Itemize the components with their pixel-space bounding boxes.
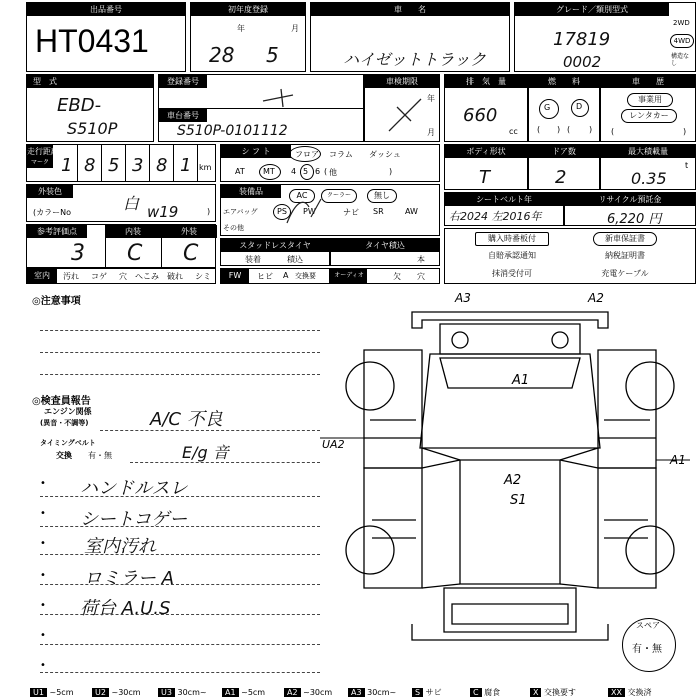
- model-box: [26, 74, 154, 142]
- cond-stain: シミ: [195, 272, 211, 281]
- inspector-label: ◎検査員報告: [32, 396, 91, 407]
- cond-hole: 穴: [119, 272, 127, 281]
- remark-line-7: [40, 672, 320, 673]
- mark-a1-cab: A1: [512, 373, 530, 388]
- equipment-navi: ナビ: [343, 208, 359, 217]
- legend-a3-key: A3: [348, 688, 365, 697]
- chassis-no-box: [158, 108, 364, 142]
- shift-label: シ フ ト: [221, 145, 291, 158]
- auction-number-label: 出品番号: [27, 3, 185, 16]
- legend-x: [530, 686, 576, 700]
- timing-sub: 交換: [56, 451, 72, 460]
- history-paren-open: (: [611, 127, 615, 136]
- audio-label: オーディオ: [331, 269, 367, 283]
- mileage-digit-3: 5: [108, 155, 120, 176]
- mileage-digit-6: 1: [180, 155, 192, 176]
- grade-label: グレード／類別型式: [515, 3, 669, 16]
- equipment-pw: PW: [303, 207, 316, 216]
- shift-box: [220, 144, 440, 182]
- exterior-color-box: [26, 184, 216, 222]
- studless-loaded: 積込: [287, 255, 303, 264]
- chassis-no-value: S510P-0101112: [177, 123, 288, 139]
- legend-x-key: X: [530, 688, 541, 697]
- studless-label: スタッドレスタイヤ: [221, 239, 329, 252]
- model-line2: S510P: [67, 119, 118, 138]
- legend-a3-text: 30cm~: [367, 688, 397, 697]
- studless-box: [220, 238, 330, 266]
- remark-line-2: [40, 526, 320, 527]
- first-registration-month: 5: [266, 43, 279, 67]
- inspection-box: [364, 74, 440, 142]
- legend-u3: [158, 686, 207, 700]
- car-name-label: 車 名: [311, 3, 509, 16]
- model-label: 型 式: [27, 75, 153, 88]
- exterior-color-code: w19: [147, 203, 179, 221]
- engine-line: [100, 430, 320, 431]
- max-load-unit: t: [685, 161, 689, 170]
- shift-paren-open: (: [324, 167, 328, 176]
- equipment-label: 装備品: [221, 185, 281, 198]
- shift-5-circle: [300, 164, 314, 180]
- legend-u1-text: ~5cm: [49, 688, 74, 697]
- legend-bar: [30, 686, 698, 700]
- legend-s-text: サビ: [425, 688, 442, 697]
- equipment-ps: PS: [277, 207, 287, 216]
- front-bumper: [412, 312, 608, 328]
- legend-a2-text: ~30cm: [303, 688, 333, 697]
- equipment-none: 無し: [367, 189, 397, 203]
- color-no-label: (カラーNo: [33, 208, 71, 217]
- evaluation-divider-1: [105, 225, 106, 267]
- remark-line-6: [40, 644, 320, 645]
- exterior-color-label: 外装色: [27, 185, 73, 198]
- left-door: [364, 350, 422, 468]
- bullet-4: •: [40, 570, 46, 581]
- max-load-box: [600, 144, 696, 190]
- spare-options: 有・無: [632, 644, 662, 655]
- legend-a3: [348, 686, 396, 700]
- bullet-3: •: [40, 538, 46, 549]
- equipment-aw: AW: [405, 207, 418, 216]
- audio-box: [330, 268, 440, 284]
- engine-sub: (異音・不調等): [40, 419, 89, 427]
- model-line1: EBD-: [57, 95, 102, 116]
- fw-a: A: [283, 271, 289, 280]
- mileage-digit-5: 8: [156, 155, 168, 176]
- legend-xx-text: 交換済: [627, 688, 652, 697]
- equipment-handwriting: [281, 193, 341, 227]
- evaluation-value: 3: [71, 241, 85, 266]
- equipment-cooler: クーラー: [321, 189, 357, 203]
- timing-label: タイミングベルト: [40, 439, 96, 447]
- seatbelt-label: シートベルト年: [445, 193, 563, 206]
- fuel-paren-close-1: ): [557, 125, 561, 134]
- equipment-other: その他: [223, 224, 244, 232]
- shift-column: コラム: [329, 150, 353, 159]
- remark-1: ハンドルスレ: [80, 478, 188, 499]
- inspection-label: 車検期限: [365, 75, 439, 88]
- interior-condition-label: 室内: [27, 269, 57, 283]
- year-unit-label: 年: [237, 24, 245, 33]
- fuel-paren-open-2: (: [567, 125, 571, 134]
- equipment-box: [220, 184, 440, 236]
- history-box: [600, 74, 696, 142]
- mileage-unit: km: [199, 163, 212, 172]
- color-no-close: ): [207, 207, 211, 216]
- chassis-no-label: 車台番号: [159, 109, 207, 122]
- max-load-label: 最大積載量: [601, 145, 695, 158]
- audio-hole: 穴: [417, 272, 425, 281]
- recycle-box: [564, 192, 696, 226]
- fw-label: FW: [221, 269, 249, 283]
- legend-u2-text: ~30cm: [111, 688, 141, 697]
- timing-options: 有・無: [88, 451, 112, 460]
- legend-a1-key: A1: [222, 688, 239, 697]
- tire-front-right: [626, 362, 674, 410]
- tire-rear-right: [626, 526, 674, 574]
- recycle-value: 6,220 円: [607, 212, 662, 227]
- doc-insurance: 自賠承認通知: [488, 251, 536, 260]
- shift-other: 他: [329, 168, 337, 177]
- vehicle-diagram: [320, 288, 700, 668]
- tire-rear-left: [346, 526, 394, 574]
- displacement-box: [444, 74, 528, 142]
- interior-label: 内装: [105, 225, 161, 238]
- legend-s-key: S: [412, 688, 423, 697]
- legend-xx-key: XX: [608, 688, 625, 697]
- remark-5: 荷台 A.U.S: [80, 598, 171, 619]
- first-registration-year: 28: [209, 43, 235, 67]
- shift-floor: フロア: [295, 150, 319, 159]
- fw-replace: 交換要: [295, 272, 316, 280]
- shift-6: 6: [315, 167, 321, 176]
- cond-tear: 破れ: [167, 272, 183, 281]
- legend-u2-key: U2: [92, 688, 109, 697]
- equipment-ac: AC: [289, 189, 315, 203]
- fuel-paren-open-1: (: [537, 125, 541, 134]
- car-name-value: ハイゼットトラック: [343, 50, 486, 69]
- shift-paren-close: ): [389, 167, 393, 176]
- bullet-1: •: [40, 478, 46, 489]
- bed-left-side: [364, 468, 422, 588]
- tire-front-left: [346, 362, 394, 410]
- drive-4wd: 4WD: [670, 34, 694, 48]
- fw-crack: ヒビ: [257, 272, 273, 281]
- fuel-box: [528, 74, 600, 142]
- grade-box: [514, 2, 696, 72]
- seatbelt-value: 右2024 左2016年: [449, 210, 542, 223]
- remark-line-4: [40, 584, 320, 585]
- history-paren-close: ): [683, 127, 687, 136]
- grade-value-1: 17819: [553, 29, 611, 50]
- engine-note: A/C 不良: [150, 409, 223, 430]
- inspection-cross-mark: [385, 93, 425, 137]
- timing-note: E/g 音: [182, 443, 229, 462]
- doors-value: 2: [555, 167, 567, 188]
- windshield: [440, 358, 580, 388]
- bullet-6: •: [40, 630, 46, 641]
- remark-line-5: [40, 614, 320, 615]
- fuel-label: 燃 料: [529, 75, 599, 88]
- body-type-label: ボディ形状: [445, 145, 527, 158]
- recycle-label: リサイクル預託金: [565, 193, 695, 206]
- mark-a2-top: A2: [588, 291, 604, 305]
- registration-label: 登録番号: [159, 75, 207, 88]
- history-label: 車 歴: [601, 75, 695, 88]
- spare-label: スペア: [636, 621, 660, 630]
- mark-ua2: UA2: [322, 438, 345, 451]
- tire-load-unit: 本: [417, 255, 425, 264]
- displacement-unit: cc: [509, 127, 518, 136]
- history-business: 事業用: [627, 93, 673, 107]
- doc-tax: 納税証明書: [605, 251, 645, 260]
- mileage-label: 走行距離: [27, 147, 59, 156]
- cab-front: [440, 324, 580, 354]
- displacement-value: 660: [463, 105, 498, 126]
- bullet-7: •: [40, 660, 46, 671]
- registration-handwriting: [259, 87, 299, 109]
- evaluation-divider-2: [161, 225, 162, 267]
- legend-a1: [222, 686, 265, 700]
- remark-4: ロミラー A: [84, 568, 175, 589]
- legend-s: [412, 686, 442, 700]
- mark-a2-bed: A2: [504, 473, 522, 488]
- bullet-2: •: [40, 508, 46, 519]
- audio-missing: 欠: [393, 272, 401, 281]
- doc-purchase-plate: 購入時番板付: [475, 232, 549, 246]
- remark-2: シートコゲー: [80, 509, 188, 530]
- right-door: [598, 350, 656, 468]
- timing-line: [130, 462, 320, 463]
- bullet-5: •: [40, 600, 46, 611]
- tire-load-box: [330, 238, 440, 266]
- cond-dent: へこみ: [135, 272, 159, 281]
- drive-2wd: 2WD: [673, 19, 690, 27]
- history-rental: レンタカー: [621, 109, 677, 123]
- studless-mounted: 装着: [245, 255, 261, 264]
- fuel-d: D: [576, 102, 583, 111]
- shift-mt-circle: [259, 164, 281, 180]
- rear-bumper: [444, 588, 576, 632]
- body-type-box: [444, 144, 528, 190]
- shift-floor-circle: [289, 146, 321, 162]
- notes-line-2: [40, 352, 320, 353]
- legend-x-text: 交換要す: [544, 688, 577, 697]
- grade-value-2: 0002: [563, 53, 602, 71]
- equipment-sr: SR: [373, 207, 384, 216]
- doors-box: [528, 144, 600, 190]
- fw-box: [220, 268, 330, 284]
- registration-box: [158, 74, 364, 110]
- notes-line-3: [40, 374, 320, 375]
- exterior-color-value: 白: [123, 194, 140, 213]
- mark-a1-right: A1: [670, 453, 686, 467]
- legend-u1: [30, 686, 73, 700]
- seatbelt-box: [444, 192, 564, 226]
- equipment-airbag: エアバッグ: [223, 208, 258, 216]
- first-registration-label: 初年度登録: [191, 3, 305, 16]
- exterior-value: C: [183, 241, 199, 266]
- legend-a1-text: ~5cm: [241, 688, 266, 697]
- mark-a3: A3: [455, 291, 471, 305]
- notes-line-1: [40, 330, 320, 331]
- body-type-value: T: [479, 167, 490, 188]
- shift-4: 4: [291, 167, 297, 176]
- legend-u1-key: U1: [30, 688, 47, 697]
- remark-line-3: [40, 554, 320, 555]
- legend-c-text: 腐食: [484, 688, 501, 697]
- mileage-box: [26, 144, 216, 182]
- displacement-label: 排 気 量: [445, 75, 527, 88]
- first-registration-box: [190, 2, 306, 72]
- car-name-box: [310, 2, 510, 72]
- doc-charge-cable: 充電ケーブル: [601, 269, 649, 278]
- shift-mt: MT: [263, 167, 275, 176]
- mileage-digits: [53, 145, 197, 181]
- legend-u3-text: 30cm~: [177, 688, 207, 697]
- doors-label: ドア数: [529, 145, 599, 158]
- mileage-digit-1: 1: [61, 155, 73, 176]
- drive-none: 構造なし: [671, 53, 690, 67]
- shift-at: AT: [235, 167, 245, 176]
- legend-xx: [608, 686, 652, 700]
- cond-burn: コゲ: [91, 272, 107, 281]
- fuel-g: G: [544, 103, 551, 112]
- legend-a2: [284, 686, 332, 700]
- mileage-sub-label: マーク: [27, 158, 53, 168]
- evaluation-label: 参考評価点: [27, 225, 87, 238]
- evaluation-box: [26, 224, 216, 268]
- legend-c-key: C: [470, 688, 482, 697]
- shift-dash: ダッシュ: [369, 150, 401, 159]
- interior-condition-box: [26, 268, 216, 284]
- auction-number-box: [26, 2, 186, 72]
- mileage-digit-2: 8: [84, 155, 96, 176]
- auction-number-value: HT0431: [35, 23, 149, 59]
- interior-value: C: [127, 241, 143, 266]
- headlight-left: [452, 332, 468, 348]
- notes-label: ◎注意事項: [32, 296, 81, 307]
- legend-u3-key: U3: [158, 688, 175, 697]
- month-unit-label: 月: [291, 24, 299, 33]
- max-load-value: 0.35: [631, 169, 667, 188]
- documents-box: [444, 228, 696, 284]
- inspection-month-unit: 月: [427, 128, 435, 137]
- bed-right-side: [598, 468, 656, 588]
- exterior-label: 外装: [161, 225, 217, 238]
- cab-roof: [420, 354, 600, 448]
- remark-line-1: [40, 496, 320, 497]
- tire-load-label: タイヤ積込: [331, 239, 439, 252]
- fuel-paren-close-2: ): [589, 125, 593, 134]
- shift-5: 5: [303, 167, 309, 176]
- mark-s1-bed: S1: [510, 493, 527, 508]
- legend-a2-key: A2: [284, 688, 301, 697]
- headlight-right: [552, 332, 568, 348]
- mileage-digit-4: 3: [132, 155, 144, 176]
- inspection-year-unit: 年: [427, 94, 435, 103]
- legend-c: [470, 686, 500, 700]
- engine-label: エンジン関係: [44, 407, 92, 416]
- legend-u2: [92, 686, 141, 700]
- cond-dirt: 汚れ: [63, 272, 79, 281]
- remark-3: 室内汚れ: [84, 536, 156, 557]
- doc-cancel: 抹消受付可: [492, 269, 532, 278]
- doc-warranty: 新車保証書: [593, 232, 657, 246]
